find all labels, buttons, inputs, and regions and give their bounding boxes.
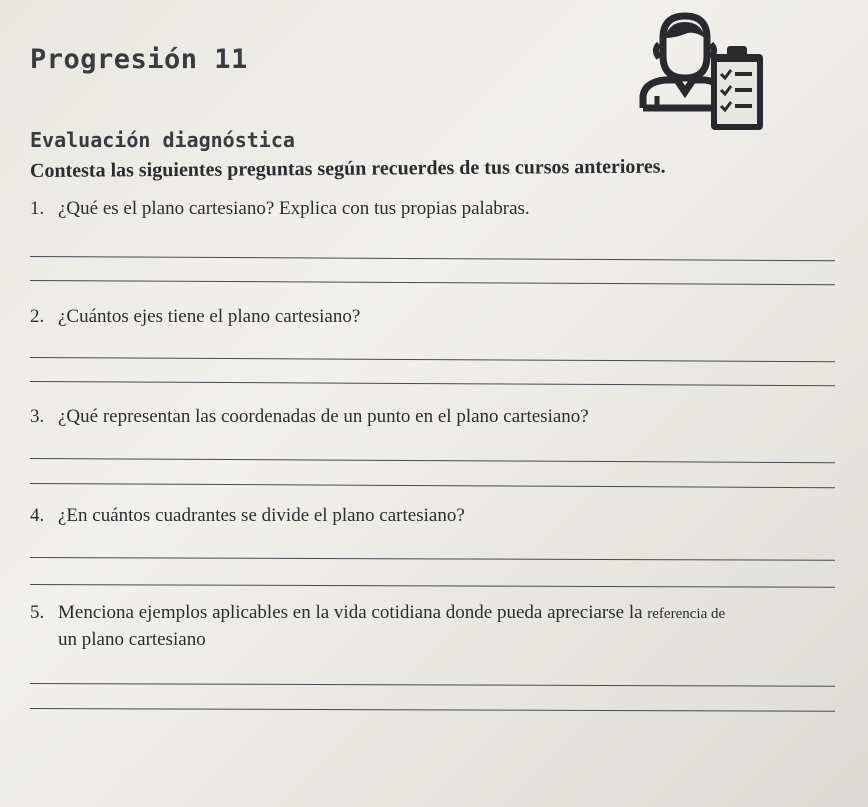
answer-line[interactable] — [30, 381, 835, 386]
question-text-continued: un plano cartesiano — [58, 629, 206, 650]
question-number: 3. — [30, 406, 45, 427]
answer-line[interactable] — [30, 557, 835, 561]
person-with-checklist-icon — [635, 8, 775, 138]
question-text: Menciona ejemplos aplicables en la vida cotidiana donde pueda apreciarse la — [58, 602, 643, 623]
question-1 — [30, 196, 840, 221]
answer-line[interactable] — [30, 708, 835, 712]
question-text-small: referencia de — [647, 606, 726, 622]
answer-line[interactable] — [30, 483, 835, 488]
answer-line[interactable] — [30, 458, 835, 463]
answer-line[interactable] — [30, 683, 835, 687]
question-number: 1. — [30, 198, 45, 219]
answer-line[interactable] — [30, 256, 835, 261]
answer-line[interactable] — [30, 584, 835, 588]
question-text: ¿En cuántos cuadrantes se divide el plano cartesiano? — [58, 505, 465, 526]
question-5 — [30, 600, 840, 652]
question-number: 5. — [30, 602, 45, 623]
answer-line[interactable] — [30, 280, 835, 285]
question-2 — [30, 304, 840, 329]
question-text: ¿Qué representan las coordenadas de un punto en el plano cartesiano? — [58, 406, 589, 427]
question-text: ¿Cuántos ejes tiene el plano cartesiano? — [58, 306, 361, 327]
question-text: ¿Qué es el plano cartesiano? Explica con tus propias palabras. — [58, 198, 530, 219]
question-3 — [30, 404, 840, 429]
answer-line[interactable] — [30, 357, 835, 362]
instructions-text: Contesta las siguientes preguntas según recuerdes de tus cursos anteriores. — [29, 155, 666, 182]
page-title: Progresión 11 — [30, 44, 248, 75]
question-4 — [30, 503, 840, 528]
question-number: 4. — [30, 505, 45, 526]
question-number: 2. — [30, 306, 45, 327]
section-subtitle: Evaluación diagnóstica — [30, 128, 295, 152]
